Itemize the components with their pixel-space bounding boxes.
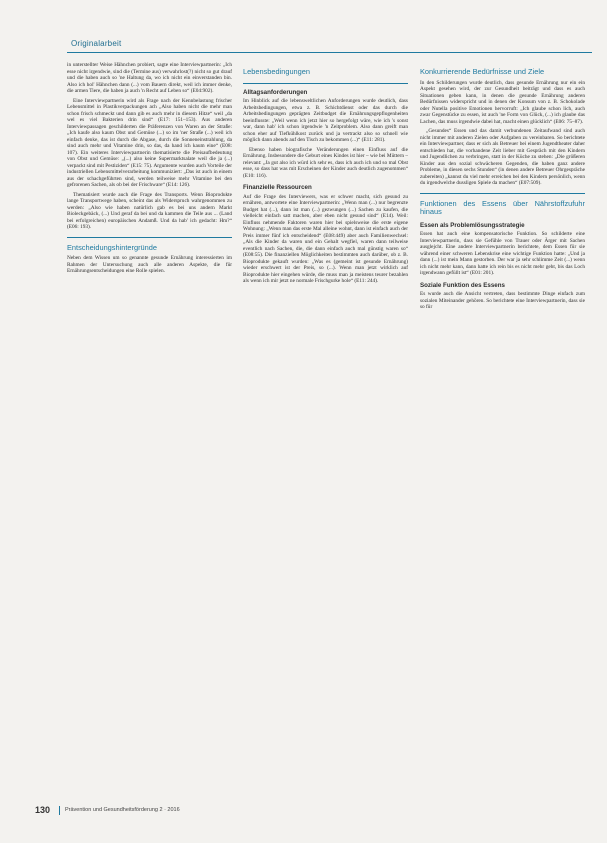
paragraph: Essen hat auch eine kompensatorische Funktion. So schilderte eine Interviewpartnerin, dass sie Gefühle von Trauer oder Ärger mit Sachen ausglejcht. Eine andere Interviewpartnerin berichtete, dem Essen für sie während einer schweren Lebenskrise eine wichtige Funktion hatte: „Und ja dann (...) ist mein Mann gestorben. Der war ja sehr schlimme Zeit (...) wenn ich nicht mehr kann, dann hatte ich rein bis es nicht mehr geht, bis das Loch irgendwann gefüllt ist“ (E01: 201). (420, 231, 585, 276)
section-divider (67, 237, 232, 238)
column-2 (243, 62, 408, 802)
paragraph: Ebenso haben biografische Veränderungen einen Einfluss auf die Ernährung. Insbesondere die Geburt eines Kindes ist hier – wie bei Müttern – relevant: „Ja gut also ich würd ich sehr es, dass ich auch ich und so mal Obst esse, so dass hat was mit Erscheinen der Kinder auch deutlich zugenommen“ (E10: 116). (243, 146, 408, 179)
section-divider (420, 193, 585, 194)
paragraph: Im Hinblick auf die lebensweltlichen Anforderungen wurde deutlich, dass Arbeitsbedingungen, etwa z. B. Schichtdienst oder das durch die Arbeitsbedingungen geprägten Zeitbudget die Ernährungsgepflogenheiten beeinflusste: „Weil wenn ich jetzt hier so hergefolgt wäre, wie ich 's sonst war, dann hab' ich schon irgendwie 'n Zeitproblem. Also dann greift man schon eher auf Tiefkühlkost zurück und ja vertrackt also so schnell wie möglich dann abends auf den Tisch zu bekommen (...)“ (E11: 281). (243, 98, 408, 143)
subheading-alltagsanforderungen: Alltagsanforderungen (243, 88, 308, 96)
section-heading-konkurrierende-beduerfnisse: Konkurrierende Bedürfnisse und Ziele (420, 67, 545, 76)
paragraph: Es wurde auch die Ansicht vertreten, dass bestimmte Dinge einfach zum sozialen Miteinander gehören. So berichtete eine Interviewpartnerin, dass sie so für (420, 291, 585, 310)
paragraph: „Gesundes“ Essen und das damit verbundenen Zeitaufwand sind auch nicht immer mit anderen Zielen oder Aufgaben zu vereinbaren. So berichtete ein Interviewpartner, dass er sich als Betreuer bei einem Jugendtheater daher entschieden hat, die vorhandene Zeit lieber mit Gespräch mit den Kindern und Jugendlichen zu verbringen, statt in der Küche zu stehen: „Die größeren Kinder aus den sozial schwächeren Gegenden, die haben ganz andere Probleme, in diesen sechs Stunden“ (in denen andere Betreuer Ohrgespräche zubereiten) „kannst du viel mehr erreichen bei den Kindern persönlich, wenn du irgendwelche dussligen Spiele da machen“ (E07:509). (420, 128, 585, 186)
paragraph: Thematisiert wurde auch die Frage des Transports. Wenn Bioprodukte lange Transportwege haben, scheint das als Widerspruch wahrgenommen zu werden: „Also wie haben natürlich gab es bei uns andern Markt Bioleckgebäck, (...) Und geraf da bei und da kammen die Teile aus ... (Land bei erfolgreichen) europäischen Andamß. Und da hab' ich gedacht: Hm?“ (E06: 193). (67, 191, 232, 230)
paragraph: In den Schilderungen wurde deutlich, dass gesunde Ernährung nur ein ein Aspekt gesehen wird, der zur Gesundheit beiträgt und dass es auch Situationen geben kann, in denen die gesunde Ernährung anderen Bedürfnissen widerspricht und in denen der Konsum von z. B. Schokolade oder Nutella positive Emotionen hervorruft: „Ich glaube schon lich, auch zwar Gegenstücke zu essen, ist auch 'ne Form von Glück, (...) ich glaube das Lachen, das muss irgendwie dabei hat, macht einen glücklich“ (E06: 75–87). (420, 79, 585, 125)
footer-divider (59, 806, 60, 815)
column-1 (67, 62, 232, 802)
page-number: 130 (35, 805, 51, 815)
journal-citation: Prävention und Gesundheitsförderung 2 · 2016 (65, 807, 180, 813)
subheading-soziale-funktion: Soziale Funktion des Essens (420, 281, 505, 289)
section-divider (243, 83, 408, 84)
section-label: Originalarbeit (71, 39, 122, 48)
paragraph: Auf die Frage des Interviewers, was er schwer macht, sich gesund zu ernähren, antwortete eine Interviewpartnerin: „Wenn man (...) nur begrenzte Budget hat (...), dann ist man (...) gezwungen (...) Sachen zu kaufen, die vielleicht einfach satt machen, aber eben nicht gesund sind“ (E14). Weil: Einfluss nehmende Faktoren waren hier bei spielsweise die erste eigene Wohnung: „Wenn man das erste Mal alleine wohnt, dann ist einfach auch der Preis immer fünf ich entscheidend“ (E08:449) aber auch Familienwechsel: „Als die Kinder da waren und ein Gehalt wegfiel, waren dann teilweise eventlich nach Sachen, die, die dann einfach auch mal günstig waren so“ (E08:55). Die finanziellen Möglichkeiten bestimmten auch darüber, ob z. B. Bioprodukte gekauft wurden: „Was es (gemeint ist gesunde Ernährung) wieder erschwert ist der Preis, so (...). Wenn man jetzt wirklich auf Bioprodukte hier eingehen würde, die muss man ja meistens teurer bezahlen als wenn ich mir jetzt ne normale Frischgurke hole“ (E11: 244). (243, 193, 408, 284)
page-footer (35, 805, 595, 817)
section-heading-entscheidungshintergruende: Entscheidungshintergründe (67, 242, 157, 252)
section-heading-funktionen-des-essens: Funktionen des Essens über Nährstoffzufuhr hinaus (420, 198, 585, 216)
page-header (67, 38, 592, 53)
paragraph: in unterstellter Weise Hähnchen probiert, sagte eine Interviewpartnerin: „Ich esse nicht irgendwie, sind die (Termine aus) verwahrlost(?) nicht so gut drauf und die haben auch so 'ne Haltung da, wo ich nicht ein einverstanden bin. Also ich hol' Hähnchen dann (...) vom Bauern direkt, weil ich immer denke, die armen Tiere, die haben ja auch 'n Recht auf Leben so“ (E04:902). (67, 62, 232, 94)
paragraph: Eine Interviewpartnerin wird als Frage nach der Kennbelastung frischer Lebensmittel in Plastikverpackungen ach „Also haben nicht die mehr man schon frisch schmeckt und dann gib es auch mehr in diesem Hitze“ weil „da wel es viel Bakterien drin sind“ (E17: 151–153). Aus anderen Interviewpassagen geschilderten die Präferenzen von Waren an der Straße: „Ich kaufe also kaum Obst und Gemüse (...) so im 'ner Straße (...) weil ich einfach denke, das ist durch die Abgase, durch die Sonneneinstrahlung, da sind auch mehr und Vitamine drin, so das, da hand ich kaum eine“ (E08: 107). Ein weiteres Interviewpartnerin thematisierte die Preisaufbedeutung von Obst und Gemüse: „(...) also keine Supermarktsalate weil die ja (...) verpackt sind mit Pestiziden“ (E15: 75). Argumente wurden auch Vorteile der industriellen Lebensmittelverarbeitung kommuniziert: „Das ist auch in einem aus der schachgeführten sind, werden teilweise mehr Vitamine bei den gefrorenen Sachen, als ob bei der Frischware“ (E14: 126). (67, 97, 232, 188)
subheading-finanzielle-ressourcen: Finanzielle Ressourcen (243, 184, 312, 191)
section-heading-lebensbedingungen: Lebensbedingungen (243, 67, 310, 76)
paragraph: Neben dem Wissen um so genannte gesunde Ernährung interessierten im Rahmen der Untersuchung auch alle anderen Aspekte, die für Ernährungsentscheidungen eine Rolle spielen. (67, 255, 232, 274)
subheading-problemloesungsstrategie: Essen als Problemlösungsstrategie (420, 221, 525, 229)
column-3 (420, 62, 585, 802)
